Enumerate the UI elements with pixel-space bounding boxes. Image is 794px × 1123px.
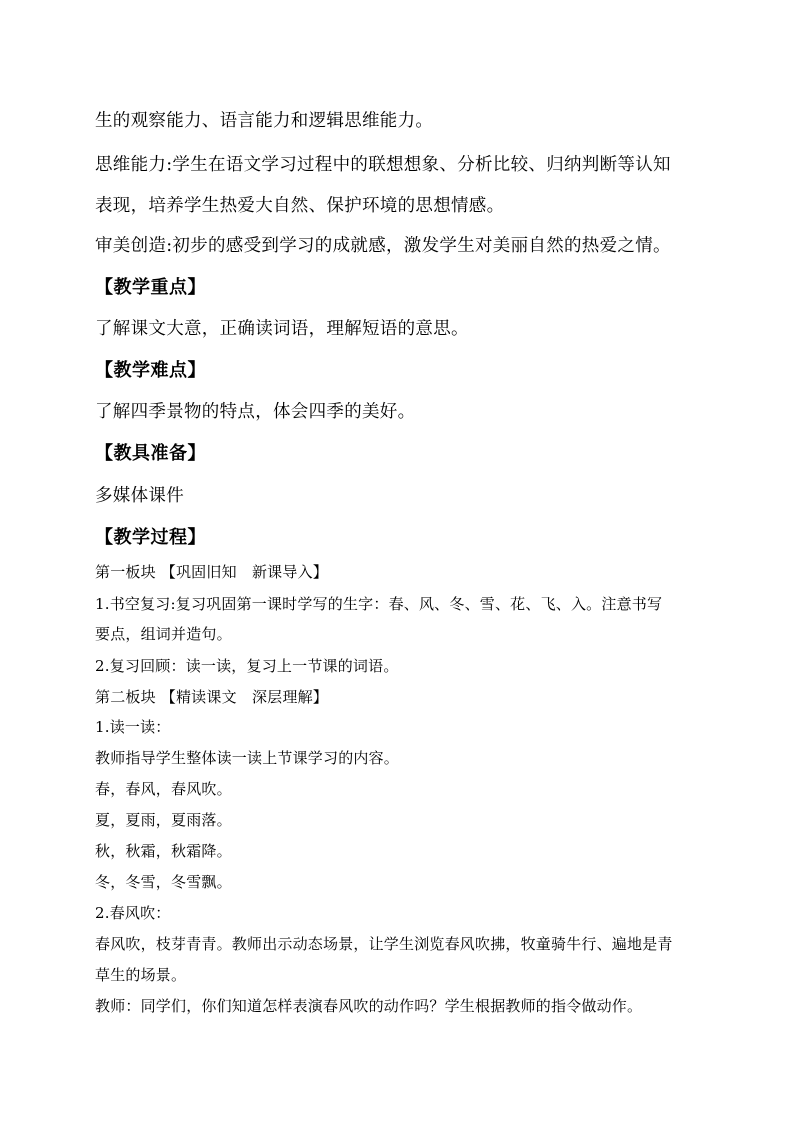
verse-spring: 春，春风，春风吹。 <box>95 780 232 798</box>
paragraph-teacher-question: 教师：同学们，你们知道怎样表演春风吹的动作吗？学生根据教师的指令做动作。 <box>95 997 643 1015</box>
paragraph-teaching-aids: 多媒体课件 <box>95 486 184 506</box>
paragraph-thinking-ability-cont: 表现，培养学生热爱大自然、保护环境的思想情感。 <box>95 196 505 216</box>
paragraph-spring-wind-scene: 春风吹，枝芽青青。教师出示动态场景，让学生浏览春风吹拂，牧童骑牛行、遍地是青 <box>95 935 673 953</box>
item-spring-wind: 2.春风吹： <box>95 904 171 922</box>
item-read-guide: 教师指导学生整体读一读上节课学习的内容。 <box>95 749 400 767</box>
paragraph-aesthetic-creation: 审美创造:初步的感受到学习的成就感，激发学生对美丽自然的热爱之情。 <box>95 236 671 256</box>
item-review-recall: 2.复习回顾：读一读，复习上一节课的词语。 <box>95 657 399 675</box>
verse-winter: 冬，冬雪，冬雪飘。 <box>95 873 232 891</box>
section-second-block: 第二板块 【精读课文 深层理解】 <box>95 688 328 706</box>
heading-teaching-focus: 【教学重点】 <box>95 277 206 298</box>
verse-autumn: 秋，秋霜，秋霜降。 <box>95 842 232 860</box>
paragraph-teaching-difficulty: 了解四季景物的特点，体会四季的美好。 <box>95 402 416 422</box>
paragraph-ability-summary: 生的观察能力、语言能力和逻辑思维能力。 <box>95 111 434 131</box>
item-review-writing-cont: 要点，组词并造句。 <box>95 625 232 643</box>
item-review-writing: 1.书空复习:复习巩固第一课时学写的生字：春、风、冬、雪、花、飞、入。注意书写 <box>95 595 663 613</box>
section-first-block: 第一板块 【巩固旧知 新课导入】 <box>95 563 328 581</box>
heading-teaching-difficulty: 【教学难点】 <box>95 360 206 381</box>
heading-teaching-process: 【教学过程】 <box>95 527 206 548</box>
paragraph-thinking-ability: 思维能力:学生在语文学习过程中的联想想象、分析比较、归纳判断等认知 <box>95 155 671 175</box>
paragraph-spring-wind-scene-cont: 草生的场景。 <box>95 966 187 984</box>
paragraph-teaching-focus: 了解课文大意，正确读词语，理解短语的意思。 <box>95 319 469 339</box>
heading-teaching-aids: 【教具准备】 <box>95 443 206 464</box>
verse-summer: 夏，夏雨，夏雨落。 <box>95 811 232 829</box>
item-read: 1.读一读： <box>95 718 171 736</box>
